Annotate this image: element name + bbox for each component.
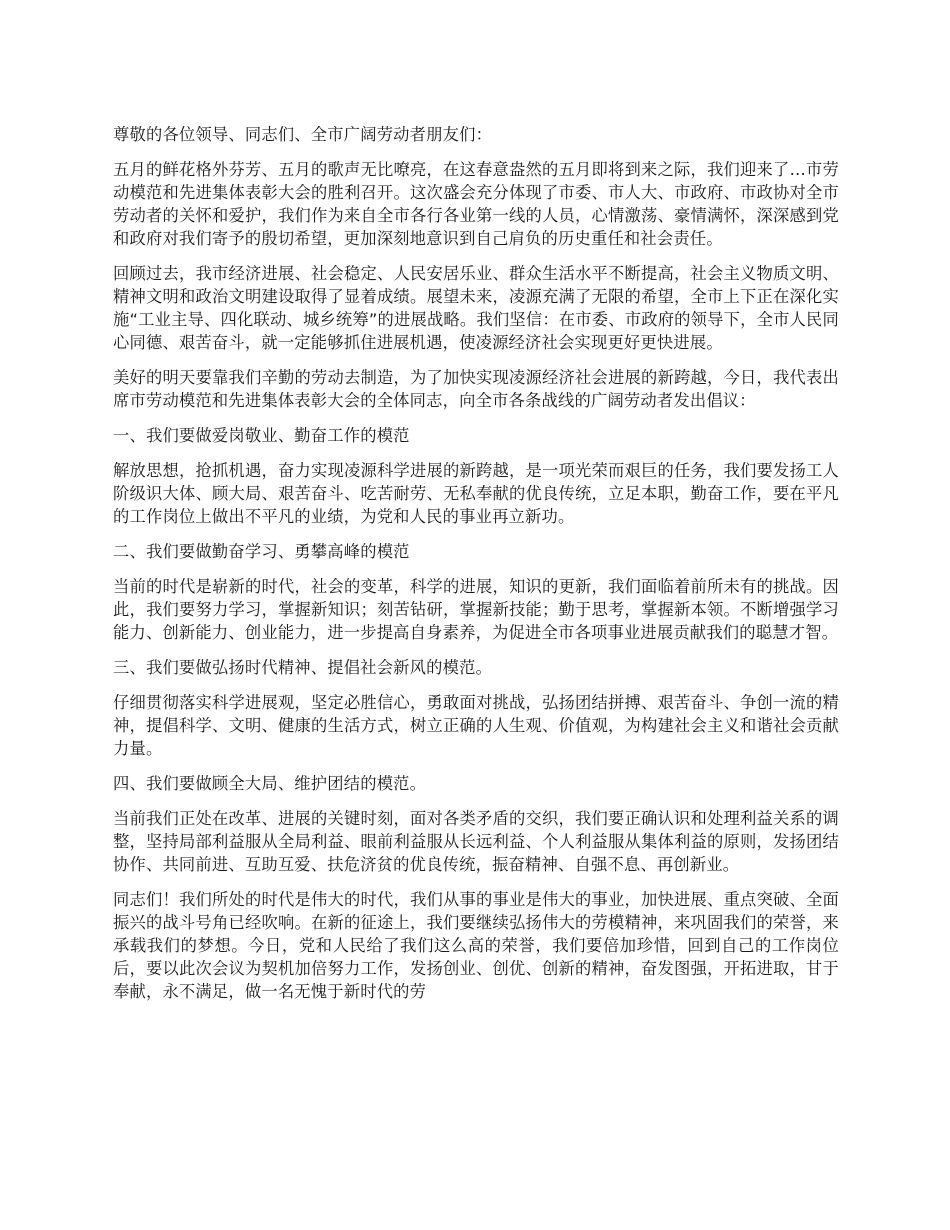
section-heading-3: 三、我们要做弘扬时代精神、提倡社会新风的模范。 — [113, 658, 493, 677]
document-body — [113, 123, 839, 1015]
paragraph-review: 回顾过去，我市经济进展、社会稳定、人民安居乐业、群众生活水平不断提高，社会主义物质文明、精神文明和政治文明建设取得了显着成绩。展望未来，凌源充满了无限的希望，全市上下正在深化实施“工业主导、四化联动、城乡统筹”的进展战略。我们坚信：在市委、市政府的领导下，全市人民同心同德、艰苦奋斗，就一定能够抓住进展机遇，使凌源经济社会实现更好更快进展。 — [113, 264, 839, 352]
paragraph-proposal: 美好的明天要靠我们辛勤的劳动去制造，为了加快实现凌源经济社会进展的新跨越，今日，我代表出席市劳动模范和先进集体表彰大会的全体同志，向全市各条战线的广阔劳动者发出倡议： — [113, 368, 839, 410]
section-heading-4: 四、我们要做顾全大局、维护团结的模范。 — [113, 774, 427, 793]
section-heading-2: 二、我们要做勤奋学习、勇攀高峰的模范 — [113, 542, 410, 561]
greeting-line: 尊敬的各位领导、同志们、全市广阔劳动者朋友们： — [113, 125, 493, 144]
paragraph-section-4: 当前我们正处在改革、进展的关键时刻，面对各类矛盾的交织，我们要正确认识和处理利益关系的调整，坚持局部利益服从全局利益、眼前利益服从长远利益、个人利益服从集体利益的原则，发扬团结协作、共同前进、互助互爱、扶危济贫的优良传统，振奋精神、自强不息、再创新业。 — [113, 809, 839, 874]
paragraph-section-2: 当前的时代是崭新的时代，社会的变革，科学的进展，知识的更新，我们面临着前所未有的挑战。因此，我们要努力学习，掌握新知识；刻苦钻研，掌握新技能；勤于思考，掌握新本领。不断增强学习能力、创新能力、创业能力，进一步提高自身素养，为促进全市各项事业进展贡献我们的聪慧才智。 — [113, 577, 839, 642]
section-heading-1: 一、我们要做爱岗敬业、勤奋工作的模范 — [113, 426, 410, 445]
paragraph-opening: 五月的鲜花格外芬芳、五月的歌声无比嘹亮，在这春意盎然的五月即将到来之际，我们迎来了…市劳动模范和先进集体表彰大会的胜利召开。这次盛会充分体现了市委、市人大、市政府、市政协对全市劳动者的关怀和爱护，我们作为来自全市各行各业第一线的人员，心情激荡、豪情满怀，深深感到党和政府对我们寄予的殷切希望，更加深刻地意识到自己肩负的历史重任和社会责任。 — [113, 160, 839, 248]
paragraph-section-1: 解放思想，抢抓机遇，奋力实现凌源科学进展的新跨越，是一项光荣而艰巨的任务，我们要发扬工人阶级识大体、顾大局、艰苦奋斗、吃苦耐劳、无私奉献的优良传统，立足本职，勤奋工作，要在平凡的工作岗位上做出不平凡的业绩，为党和人民的事业再立新功。 — [113, 461, 839, 526]
paragraph-closing: 同志们！我们所处的时代是伟大的时代，我们从事的事业是伟大的事业，加快进展、重点突破、全面振兴的战斗号角已经吹响。在新的征途上，我们要继续弘扬伟大的劳模精神，来巩固我们的荣誉，来承载我们的梦想。今日，党和人民给了我们这么高的荣誉，我们要倍加珍惜，回到自己的工作岗位后，要以此次会议为契机加倍努力工作，发扬创业、创优、创新的精神，奋发图强，开拓进取，甘于奉献，永不满足，做一名无愧于新时代的劳 — [113, 890, 839, 1001]
paragraph-section-3: 仔细贯彻落实科学进展观，坚定必胜信心，勇敢面对挑战，弘扬团结拼搏、艰苦奋斗、争创一流的精神，提倡科学、文明、健康的生活方式，树立正确的人生观、价值观，为构建社会主义和谐社会贡献力量。 — [113, 693, 839, 758]
